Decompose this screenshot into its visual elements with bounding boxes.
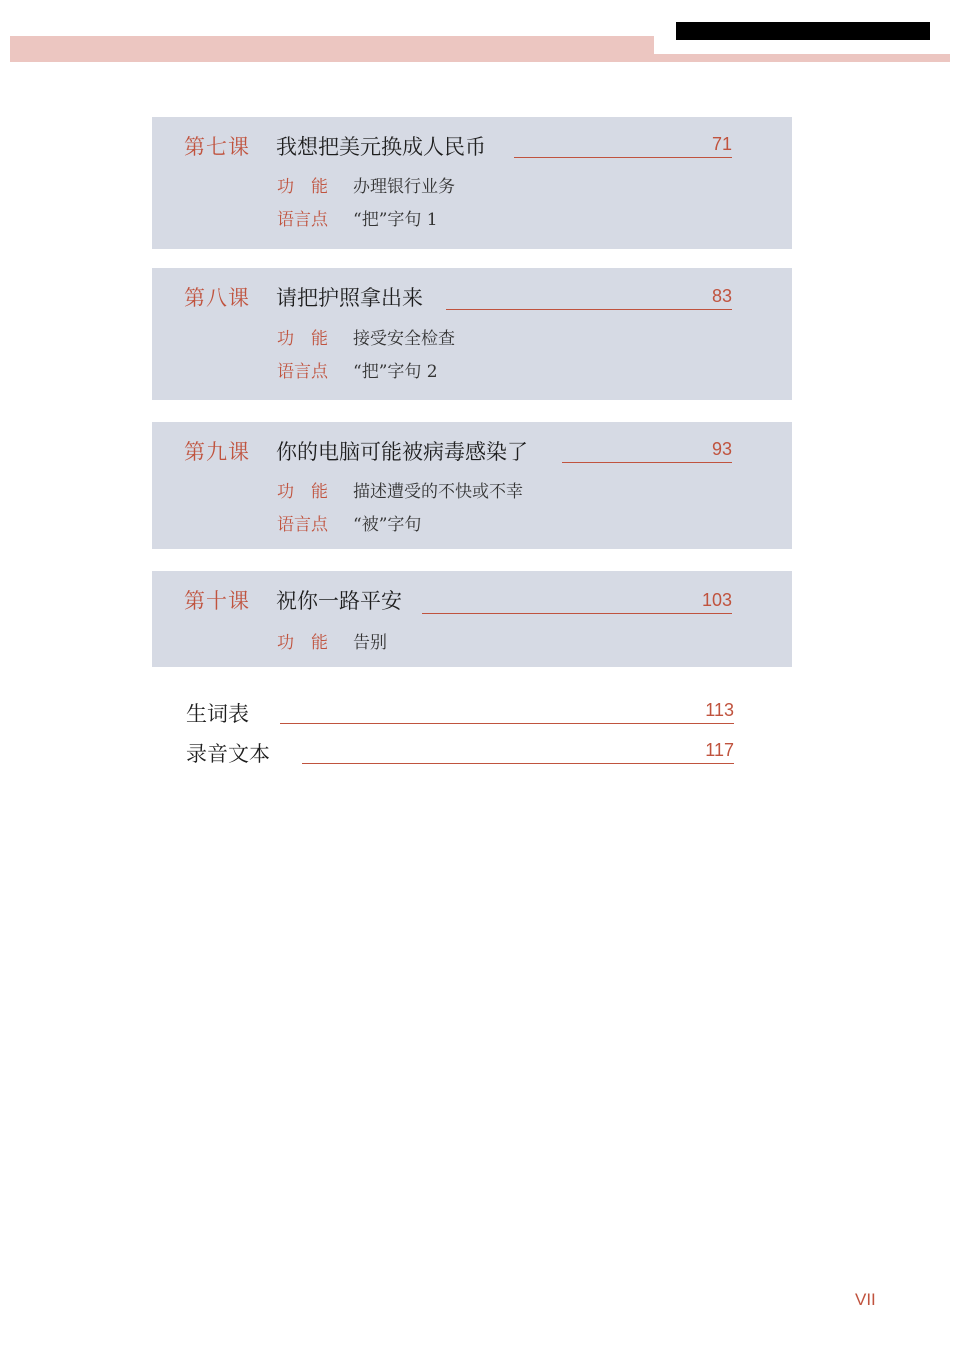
- leader-line: [280, 723, 734, 724]
- lesson-page-number[interactable]: 83: [711, 286, 732, 306]
- leader-line: [446, 309, 732, 310]
- lesson-label: 第八课: [184, 286, 250, 310]
- leader-line: [514, 157, 732, 158]
- detail-key: 功 能: [277, 633, 328, 653]
- lesson-title[interactable]: 我想把美元换成人民币: [276, 135, 486, 159]
- lesson-detail: [277, 477, 523, 502]
- lesson-page-number[interactable]: 93: [711, 439, 732, 459]
- leader-line: [422, 613, 732, 614]
- lesson-detail: [277, 205, 438, 230]
- leader-line: [302, 763, 734, 764]
- detail-key: 语言点: [277, 210, 328, 230]
- lesson-detail: [277, 324, 455, 349]
- page-number: VII: [855, 1290, 876, 1309]
- detail-value: 告别: [353, 633, 387, 653]
- lesson-block: [152, 571, 792, 667]
- detail-value: 描述遭受的不快或不幸: [353, 482, 523, 502]
- lesson-block: [152, 117, 792, 249]
- lesson-page-number[interactable]: 71: [711, 134, 732, 154]
- detail-value: “把”字句 1: [353, 210, 438, 230]
- lesson-detail: [277, 357, 438, 382]
- lesson-label: 第九课: [184, 440, 250, 464]
- appendix-title[interactable]: 生词表: [186, 702, 249, 726]
- leader-line: [562, 462, 732, 463]
- lesson-block: [152, 268, 792, 400]
- lesson-block: [152, 422, 792, 549]
- detail-key: 功 能: [277, 329, 328, 349]
- detail-value: “被”字句: [353, 515, 422, 535]
- detail-key: 功 能: [277, 482, 328, 502]
- lesson-detail: [277, 510, 421, 535]
- detail-value: 接受安全检查: [353, 329, 455, 349]
- detail-value: 办理银行业务: [353, 177, 455, 197]
- lesson-title[interactable]: 祝你一路平安: [276, 589, 402, 613]
- appendix-page-number[interactable]: 117: [705, 740, 734, 760]
- lesson-label: 第七课: [184, 135, 250, 159]
- lesson-detail: [277, 172, 455, 197]
- lesson-label: 第十课: [184, 589, 250, 613]
- detail-key: 功 能: [277, 177, 328, 197]
- detail-key: 语言点: [277, 515, 328, 535]
- lesson-title[interactable]: 请把护照拿出来: [276, 286, 423, 310]
- lesson-title[interactable]: 你的电脑可能被病毒感染了: [276, 440, 528, 464]
- appendix-page-number[interactable]: 113: [705, 700, 734, 720]
- lesson-page-number[interactable]: 103: [701, 590, 732, 610]
- appendix-title[interactable]: 录音文本: [186, 742, 270, 766]
- detail-key: 语言点: [277, 362, 328, 382]
- detail-value: “把”字句 2: [353, 362, 438, 382]
- redaction-bar: [676, 22, 930, 40]
- lesson-detail: [277, 628, 387, 653]
